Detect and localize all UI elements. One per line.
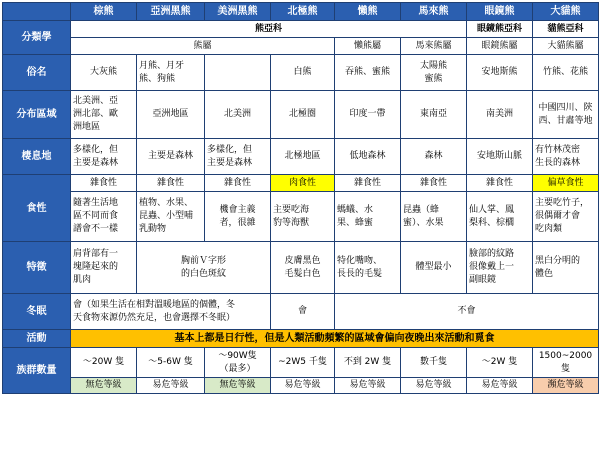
population-cell: ~2W5 千隻 [271, 348, 335, 378]
status-badge-endangered: 瀕危等級 [533, 378, 599, 394]
genus-ailuropoda: 大貓熊屬 [533, 38, 599, 55]
diet-type-row [3, 175, 599, 192]
bear-comparison-table-container [2, 2, 598, 445]
activity-text: 基本上都是日行性，但是人類活動頻繁的區域會偏向夜晚出來活動和覓食 [71, 330, 599, 348]
status-badge: 易危等級 [137, 378, 205, 394]
population-cell: ～90W隻 （最多） [205, 348, 271, 378]
status-badge: 易危等級 [335, 378, 401, 394]
diet-type-cell-carnivore: 肉食性 [271, 175, 335, 192]
classification-row-top [3, 21, 599, 38]
col-header-giant-panda: 大貓熊 [533, 3, 599, 21]
habitat-cell: 有竹林茂密 生長的森林 [533, 139, 599, 175]
diet-detail-cell: 隨著生活地 區不同而食 譜會不一樣 [71, 192, 137, 242]
diet-detail-cell: 主要吃海 豹等海獸 [271, 192, 335, 242]
distribution-cell: 北美洲、亞 洲北部、歐 洲地區 [71, 91, 137, 139]
corner-cell [3, 3, 71, 21]
distribution-cell: 中國四川、陝 西、甘肅等地 [533, 91, 599, 139]
header-row [3, 3, 599, 21]
status-badge: 易危等級 [271, 378, 335, 394]
diet-type-cell: 雜食性 [401, 175, 467, 192]
row-label-features: 特徵 [3, 242, 71, 294]
activity-row [3, 330, 599, 348]
diet-type-cell: 雜食性 [335, 175, 401, 192]
genus-tremarctos: 眼鏡熊屬 [467, 38, 533, 55]
diet-detail-cell: 植物、水果、 昆蟲、小型哺 乳動物 [137, 192, 205, 242]
diet-type-cell: 雜食性 [137, 175, 205, 192]
habitat-cell: 多樣化，但 主要是森林 [71, 139, 137, 175]
feature-cell: 肩背部有一 塊隆起來的 肌肉 [71, 242, 137, 294]
distribution-cell: 印度一帶 [335, 91, 401, 139]
population-cell: ～2W 隻 [467, 348, 533, 378]
feature-cell-asian-american: 胸前Ｖ字形 的白色斑紋 [137, 242, 271, 294]
row-label-activity: 活動 [3, 330, 71, 348]
population-cell: 不到 2W 隻 [335, 348, 401, 378]
distribution-cell: 南美洲 [467, 91, 533, 139]
population-cell: 1500~2000 隻 [533, 348, 599, 378]
habitat-cell: 森林 [401, 139, 467, 175]
diet-detail-cell: 主要吃竹子， 很偶爾才會 吃肉類 [533, 192, 599, 242]
feature-cell: 體型最小 [401, 242, 467, 294]
hibernation-no: 不會 [335, 294, 599, 330]
population-cell: ～20W 隻 [71, 348, 137, 378]
row-label-population: 族群數量 [3, 348, 71, 394]
diet-detail-cell: 仙人掌、鳳 梨科、棕櫚 [467, 192, 533, 242]
common-name-cell: 大灰熊 [71, 55, 137, 91]
genus-ursus: 熊屬 [71, 38, 335, 55]
status-badge: 易危等級 [401, 378, 467, 394]
hibernation-yes-note: 會（如果生活在相對溫暖地區的個體，冬 天食物來源仍然充足，也會選擇不冬眠） [71, 294, 271, 330]
distribution-row [3, 91, 599, 139]
diet-detail-cell: 螞蟻、水 果、蜂蜜 [335, 192, 401, 242]
genus-helarctos: 馬來熊屬 [401, 38, 467, 55]
diet-detail-cell: 昆蟲（蜂 蜜）、水果 [401, 192, 467, 242]
row-label-diet: 食性 [3, 175, 71, 242]
habitat-cell: 主要是森林 [137, 139, 205, 175]
col-header-american-black-bear: 美洲黑熊 [205, 3, 271, 21]
diet-type-cell-herbivore: 偏草食性 [533, 175, 599, 192]
row-label-classification: 分類學 [3, 21, 71, 55]
diet-detail-cell: 機會主義 者，很雜 [205, 192, 271, 242]
col-header-spectacled-bear: 眼鏡熊 [467, 3, 533, 21]
col-header-sun-bear: 馬來熊 [401, 3, 467, 21]
features-row [3, 242, 599, 294]
habitat-cell: 北極地區 [271, 139, 335, 175]
col-header-sloth-bear: 懶熊 [335, 3, 401, 21]
hibernation-polar: 會 [271, 294, 335, 330]
bear-comparison-table [2, 2, 599, 394]
feature-cell: 黑白分明的 體色 [533, 242, 599, 294]
row-label-habitat: 棲息地 [3, 139, 71, 175]
col-header-asian-black-bear: 亞洲黑熊 [137, 3, 205, 21]
row-label-distribution: 分布區域 [3, 91, 71, 139]
feature-cell: 特化嘴吻、 長長的毛髮 [335, 242, 401, 294]
habitat-cell: 多樣化，但 主要是森林 [205, 139, 271, 175]
common-name-cell [205, 55, 271, 91]
common-name-cell: 竹熊、花熊 [533, 55, 599, 91]
common-name-row [3, 55, 599, 91]
population-row [3, 348, 599, 378]
diet-detail-row [3, 192, 599, 242]
distribution-cell: 亞洲地區 [137, 91, 205, 139]
common-name-cell: 吞熊、蜜熊 [335, 55, 401, 91]
row-label-common-name: 俗名 [3, 55, 71, 91]
status-badge: 易危等級 [467, 378, 533, 394]
habitat-row [3, 139, 599, 175]
habitat-cell: 低地森林 [335, 139, 401, 175]
status-row [3, 378, 599, 394]
row-label-hibernation: 冬眠 [3, 294, 71, 330]
diet-type-cell: 雜食性 [205, 175, 271, 192]
subfamily-ursinae: 熊亞科 [71, 21, 467, 38]
classification-row-genus [3, 38, 599, 55]
distribution-cell: 東南亞 [401, 91, 467, 139]
hibernation-row [3, 294, 599, 330]
common-name-cell: 太陽熊 蜜熊 [401, 55, 467, 91]
subfamily-tremarctinae: 眼鏡熊亞科 [467, 21, 533, 38]
diet-type-cell: 雜食性 [467, 175, 533, 192]
status-badge: 無危等級 [205, 378, 271, 394]
common-name-cell: 白熊 [271, 55, 335, 91]
feature-cell: 臉部的紋路 很像戴上一 副眼鏡 [467, 242, 533, 294]
status-badge: 無危等級 [71, 378, 137, 394]
diet-type-cell: 雜食性 [71, 175, 137, 192]
common-name-cell: 安地斯熊 [467, 55, 533, 91]
feature-cell: 皮膚黑色 毛髮白色 [271, 242, 335, 294]
common-name-cell: 月熊、月牙 熊、狗熊 [137, 55, 205, 91]
distribution-cell: 北極圈 [271, 91, 335, 139]
population-cell: ～5-6W 隻 [137, 348, 205, 378]
population-cell: 數千隻 [401, 348, 467, 378]
genus-melursus: 懶熊屬 [335, 38, 401, 55]
distribution-cell: 北美洲 [205, 91, 271, 139]
col-header-brown-bear: 棕熊 [71, 3, 137, 21]
habitat-cell: 安地斯山脈 [467, 139, 533, 175]
col-header-polar-bear: 北極熊 [271, 3, 335, 21]
subfamily-ailuropodinae: 貓熊亞科 [533, 21, 599, 38]
